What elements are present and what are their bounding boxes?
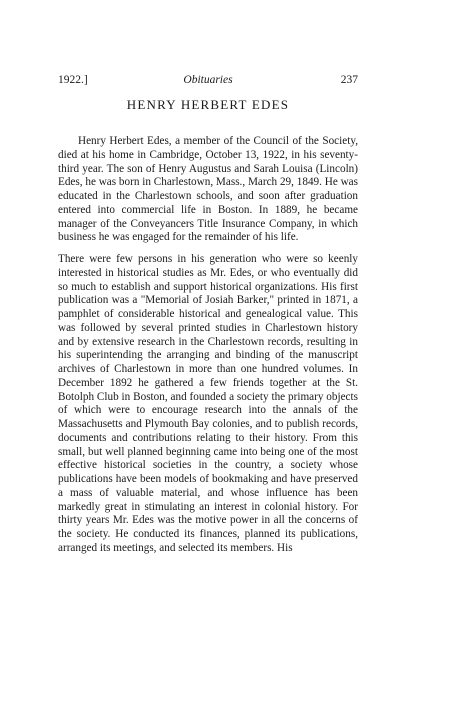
paragraph-1: Henry Herbert Edes, a member of the Council of the Society, died at his home in Cambridge, October 13, 1922, in his seventy-third year. The son of Henry Augustus and Sarah Louisa (Lincoln) Edes, he was born in Charlestown, Mass., March 29, 1849. He was educated in the Charlestown schools, and soon after graduation entered into commercial life in Boston. In 1889, he became manager of the Conveyancers Title Insurance Company, in which business he was engaged for the remainder of his life.: [58, 135, 358, 244]
page: [58, 74, 358, 556]
header-section-title: Obituaries: [183, 74, 233, 86]
article-title: HENRY HERBERT EDES: [126, 97, 290, 112]
header-page-number: 237: [340, 74, 358, 86]
running-header: [58, 74, 358, 94]
paragraph-2: There were few persons in his generation who were so keenly interested in historical studies as Mr. Edes, or who eventually did so much to establish and support historical organizations. His first publication was a "Memorial of Josiah Barker," printed in 1871, a pamphlet of considerable historical and genealogical value. This was followed by several printed studies in Charlestown history and by extensive research in the Charlestown records, resulting in his superintending the arranging and binding of the manuscript archives of Charlestown in more than one hundred volumes. In December 1892 he gathered a few friends together at the St. Botolph Club in Boston, and founded a society the primary objects of which were to encourage research into the annals of the Massachusetts and Plymouth Bay colonies, and to publish records, documents and contributions relating to their history. From this small, but well planned beginning came into being one of the most effective historical societies in the country, a society whose publications have been models of bookmaking and have preserved a mass of valuable material, and whose influence has been markedly great in stimulating an interest in colonial history. For thirty years Mr. Edes was the motive power in all the concerns of the society. He conducted its finances, planned its publications, arranged its meetings, and selected its members. His: [58, 253, 358, 554]
header-year: 1922.]: [58, 74, 88, 86]
